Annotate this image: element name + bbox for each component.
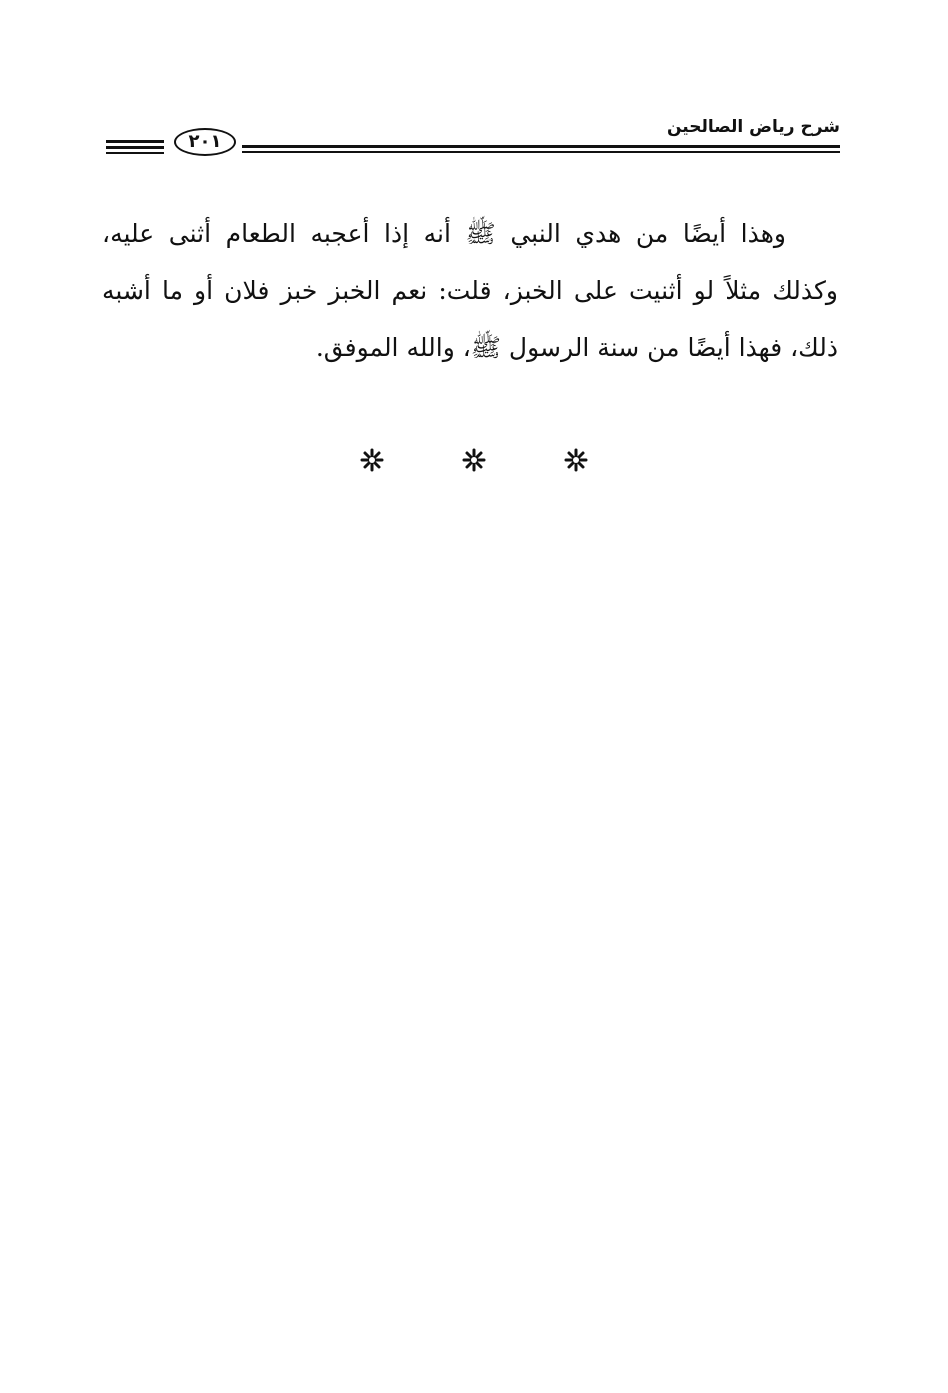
header-rule <box>242 145 840 148</box>
header-rule <box>242 151 840 153</box>
asterisk-icon <box>462 448 486 472</box>
header-rule <box>106 152 164 154</box>
header-rule <box>106 140 164 143</box>
header-rule <box>106 146 164 149</box>
page-header <box>106 112 840 160</box>
section-separator <box>360 442 588 478</box>
page-number: ٢٠١ <box>188 131 222 152</box>
page-number-badge <box>174 128 236 156</box>
book-title: شرح رياض الصالحين <box>666 117 840 137</box>
body-text <box>102 205 838 376</box>
asterisk-icon <box>564 448 588 472</box>
asterisk-icon <box>360 448 384 472</box>
paragraph: وهذا أيضًا من هدي النبي ﷺ أنه إذا أعجبه الطعام أثنى عليه، وكذلك مثلاً لو أثنيت على الخبز، قلت: نعم الخبز خبز فلان أو ما أشبه ذلك، فهذا أيضًا من سنة الرسول ﷺ، والله الموفق. <box>102 219 838 362</box>
